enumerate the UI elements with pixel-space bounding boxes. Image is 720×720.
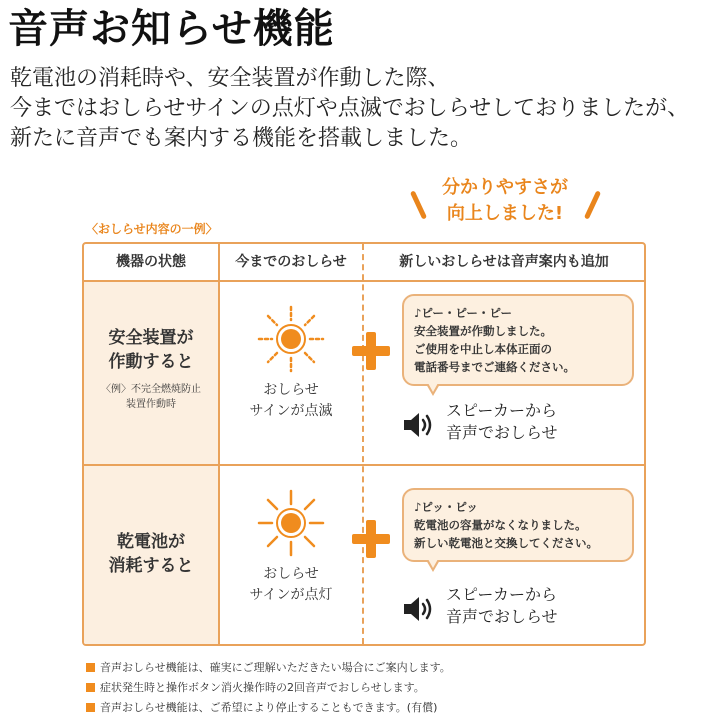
sign-line: おしらせ <box>263 382 319 398</box>
footnote-text: 症状発生時と操作ボタン消火操作時の2回音声でおしらせします。 <box>100 681 425 694</box>
header-previous-notice: 今までのおしらせ <box>235 254 347 270</box>
bubble-line: ♪ピー・ピー・ピー <box>414 306 512 320</box>
blinking-lamp-icon <box>256 304 326 374</box>
bubble-line: 電話番号までご連絡ください。 <box>414 360 575 374</box>
voice-message-bubble <box>402 488 634 562</box>
speaker-line: 音声でおしらせ <box>446 607 558 626</box>
bubble-line: ご使用を中止し本体正面の <box>414 342 552 356</box>
speaker-icon <box>402 594 436 624</box>
lit-lamp-icon <box>256 488 326 558</box>
speaker-line: スピーカーから <box>446 585 558 604</box>
footnote-text: 音声おしらせ機能は、ご希望により停止することもできます。(有償) <box>100 701 438 714</box>
footnotes <box>86 658 451 718</box>
previous-notice-text <box>220 564 362 606</box>
page-title: 音声お知らせ機能 <box>8 6 335 52</box>
state-safety-device <box>84 326 218 374</box>
plus-icon <box>352 520 390 558</box>
state-example-note <box>84 382 218 412</box>
column-divider-dashed <box>362 244 364 644</box>
bullet-square-icon <box>86 663 95 672</box>
speaker-line: スピーカーから <box>446 401 558 420</box>
callout-line: 向上しました! <box>446 203 564 224</box>
improvement-callout <box>380 174 630 234</box>
state-line: 作動すると <box>108 352 194 372</box>
speaker-icon <box>402 410 436 440</box>
table-header <box>84 244 644 282</box>
speaker-text <box>446 400 558 444</box>
bubble-line: ♪ピッ・ピッ <box>414 500 478 514</box>
footnote-item <box>86 658 451 678</box>
callout-line: 分かりやすさが <box>442 177 568 198</box>
footnote-item <box>86 698 451 718</box>
state-battery <box>84 530 218 578</box>
state-line: 消耗すると <box>108 556 194 576</box>
intro-line: 新たに音声でも案内する機能を搭載しました。 <box>10 126 473 151</box>
sign-line: サインが点灯 <box>249 587 333 603</box>
row-divider <box>84 464 644 466</box>
state-line: 安全装置が <box>108 328 194 348</box>
plus-icon <box>352 332 390 370</box>
bullet-square-icon <box>86 683 95 692</box>
intro-line: 乾電池の消耗時や、安全装置が作動した際、 <box>10 66 450 91</box>
state-line: 乾電池が <box>117 532 185 552</box>
sign-line: サインが点滅 <box>249 403 333 419</box>
bullet-square-icon <box>86 703 95 712</box>
speaker-line: 音声でおしらせ <box>446 423 558 442</box>
header-new-notice: 新しいおしらせは音声案内も追加 <box>399 254 609 270</box>
example-label: 〈おしらせ内容の一例〉 <box>86 222 218 236</box>
header-device-state: 機器の状態 <box>116 254 186 270</box>
notification-table <box>82 242 646 646</box>
footnote-item <box>86 678 451 698</box>
intro-line: 今まではおしらせサインの点灯や点滅でおしらせしておりましたが、 <box>10 96 690 121</box>
note-line: 〈例〉不完全燃焼防止 <box>101 384 201 395</box>
bubble-line: 乾電池の容量がなくなりました。 <box>414 518 587 532</box>
speaker-text <box>446 584 558 628</box>
note-line: 装置作動時 <box>126 399 176 410</box>
voice-message-bubble <box>402 294 634 386</box>
bubble-line: 新しい乾電池と交換してください。 <box>414 536 598 550</box>
sign-line: おしらせ <box>263 566 319 582</box>
bubble-line: 安全装置が作動しました。 <box>414 324 552 338</box>
intro-text <box>10 64 715 154</box>
footnote-text: 音声おしらせ機能は、確実にご理解いただきたい場合にご案内します。 <box>100 661 451 674</box>
previous-notice-text <box>220 380 362 422</box>
